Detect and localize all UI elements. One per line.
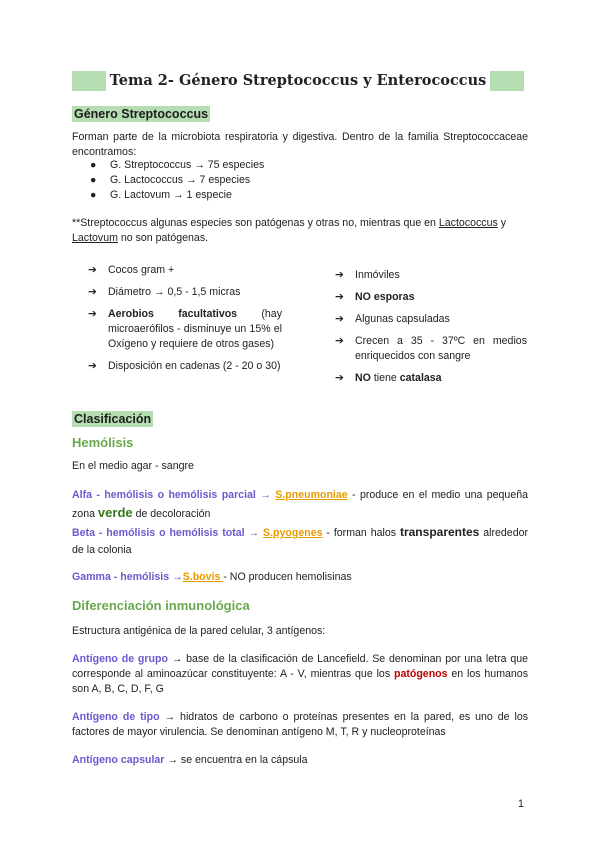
list-item: ➔ NO esporas — [335, 291, 415, 303]
bullet-icon: ● — [90, 174, 97, 186]
lactovum-link: Lactovum — [72, 232, 118, 244]
list-item: ➔ Algunas capsuladas — [335, 313, 450, 325]
lactococcus-link: Lactococcus — [438, 217, 498, 229]
list-item: ● G. Streptococcus → 75 especies — [90, 159, 265, 171]
page-number: 1 — [518, 798, 524, 810]
list-item: ➔ Crecen a 35 - 37ºC en medios enriquecidos con sangre — [335, 335, 527, 362]
arrow-icon: ➔ — [335, 313, 344, 325]
species-link-pneumoniae: S.pneumoniae — [275, 489, 348, 501]
arrow-icon: ➔ — [335, 335, 344, 347]
arrow-icon: ➔ — [88, 360, 97, 372]
antigeno-tipo-paragraph: Antígeno de tipo → hidratos de carbono o proteínas presentes en la pared, es uno de los factores de mayor virulencia. Se denominan antígeno M, T, R y nucleoproteínas — [72, 711, 529, 738]
page-title: Tema 2- Género Streptococcus y Enterococcus — [106, 71, 491, 91]
antigeno-capsular-paragraph: Antígeno capsular → se encuentra en la cápsula — [72, 754, 308, 766]
pathogen-note: **Streptococcus algunas especies son patógenas y otras no, mientras que en Lactococcus y Lactovum no son patógenas. — [72, 217, 507, 244]
list-item: ➔ Disposición en cadenas (2 - 20 o 30) — [88, 360, 281, 372]
arrow-icon: ➔ — [88, 308, 97, 320]
arrow-icon: ➔ — [335, 269, 344, 281]
section-heading-genero: Género Streptococcus — [74, 107, 209, 121]
list-item: ➔ Diámetro → 0,5 - 1,5 micras — [88, 286, 241, 298]
gamma-paragraph: Gamma - hemólisis →S.bovis - NO producen hemolisinas — [72, 571, 352, 583]
antigeno-grupo-paragraph: Antígeno de grupo → base de la clasificación de Lancefield. Se denominan por una letra que corresponde al aminoazúcar constituyente: A - V, mientras que los patógenos en los humanos son A, B, C, D, F, G — [72, 653, 528, 695]
species-link-pyogenes: S.pyogenes — [263, 527, 323, 539]
title-banner — [72, 71, 524, 91]
arrow-icon: ➔ — [88, 286, 97, 298]
section-heading-clasificacion: Clasificación — [74, 412, 152, 426]
list-item: ➔ Cocos gram + — [88, 264, 175, 276]
list-item: ● G. Lactococcus → 7 especies — [90, 174, 251, 186]
arrow-icon: ➔ — [335, 372, 344, 384]
medio-text: En el medio agar - sangre — [72, 460, 194, 472]
genera-list — [88, 158, 264, 203]
list-item: ➔ Inmóviles — [335, 269, 400, 281]
alfa-paragraph: Alfa - hemólisis o hemólisis parcial → S.pneumoniae - produce en el medio una pequeña zona verde de decoloración — [72, 489, 529, 520]
arrow-icon: ➔ — [88, 264, 97, 276]
list-item: ➔ Aerobios facultativos (hay microaerófilos - disminuye un 15% el Oxígeno y requiere de otros gases) — [88, 308, 282, 350]
features-left-list — [88, 263, 282, 374]
inmuno-intro: Estructura antigénica de la pared celular, 3 antígenos: — [72, 625, 326, 637]
bullet-icon: ● — [90, 189, 97, 201]
subheading-hemolisis: Hemólisis — [72, 435, 134, 450]
species-link-bovis: S.bovis — [182, 571, 224, 583]
list-item: ➔ NO tiene catalasa — [335, 372, 442, 384]
arrow-icon: ➔ — [335, 291, 344, 303]
beta-paragraph: Beta - hemólisis o hemólisis total → S.pyogenes - forman halos transparentes alrededor de la colonia — [72, 525, 529, 556]
bullet-icon: ● — [90, 159, 97, 171]
features-right-list — [335, 268, 527, 386]
subheading-inmunologica: Diferenciación inmunológica — [72, 598, 250, 613]
list-item: ● G. Lactovum → 1 especie — [90, 189, 232, 201]
intro-paragraph: Forman parte de la microbiota respiratoria y digestiva. Dentro de la familia Streptococcaceae encontramos: — [72, 131, 528, 158]
